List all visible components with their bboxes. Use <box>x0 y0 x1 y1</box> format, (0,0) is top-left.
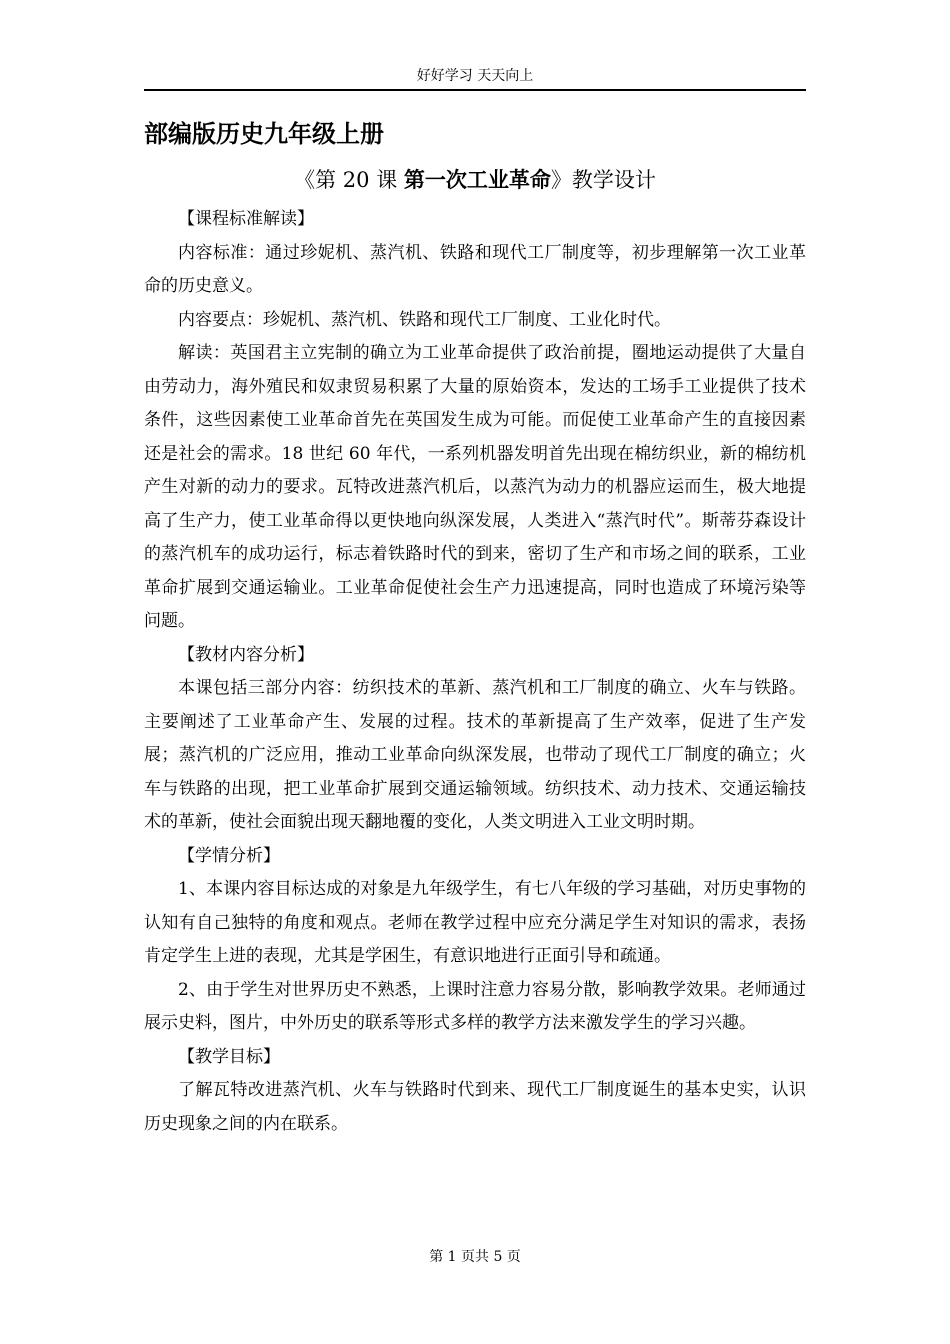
paragraph-standard-points: 内容要点：珍妮机、蒸汽机、铁路和现代工厂制度、工业化时代。 <box>178 309 671 330</box>
paragraph-student-item-2: 2、由于学生对世界历史不熟悉，上课时注意力容易分散，影响教学效果。老师通过展示史料，图片，中外历史的联系等形式多样的教学方法来激发学生的学习兴趣。 <box>144 979 806 1033</box>
paragraph-standard-content: 内容标准：通过珍妮机、蒸汽机、铁路和现代工厂制度等，初步理解第一次工业革命的历史意义。 <box>144 242 806 296</box>
lesson-title-prefix: 《第 20 课 <box>294 168 404 192</box>
page-footer: 第 1 页共 5 页 <box>429 1249 521 1265</box>
section-heading-goal: 【教学目标】 <box>178 1046 280 1067</box>
document-body <box>144 203 806 1141</box>
paragraph-standard-interpretation: 解读：英国君主立宪制的确立为工业革命提供了政治前提，圈地运动提供了大量自由劳动力，海外殖民和奴隶贸易积累了大量的原始资本，发达的工场手工业提供了技术条件，这些因素使工业革命首先在英国发生成为可能。而促使工业革命产生的直接因素还是社会的需求。18 世纪 60 年代，一系列机器发明首先出现在棉纺织业，新的棉纺机产生对新的动力的要求。瓦特改进蒸汽机后，以蒸汽为动力的机器应运而生，极大地提高了生产力，使工业革命得以更快地向纵深发展，人类进入“蒸汽时代”。斯蒂芬森设计的蒸汽机车的成功运行，标志着铁路时代的到来，密切了生产和市场之间的联系，工业革命扩展到交通运输业。工业革命促使社会生产力迅速提高，同时也造成了环境污染等问题。 <box>144 343 806 631</box>
section-heading-student: 【学情分析】 <box>178 845 280 866</box>
paragraph-goal-content: 了解瓦特改进蒸汽机、火车与铁路时代到来、现代工厂制度诞生的基本史实，认识历史现象之间的内在联系。 <box>144 1080 806 1134</box>
header-divider <box>144 89 806 91</box>
lesson-title-bold: 第一次工业革命 <box>403 168 551 192</box>
section-heading-textbook: 【教材内容分析】 <box>178 644 314 665</box>
paragraph-textbook-content: 本课包括三部分内容：纺织技术的革新、蒸汽机和工厂制度的确立、火车与铁路。主要阐述了工业革命产生、发展的过程。技术的革新提高了生产效率，促进了生产发展；蒸汽机的广泛应用，推动工业革命向纵深发展，也带动了现代工厂制度的确立；火车与铁路的出现，把工业革命扩展到交通运输领域。纺织技术、动力技术、交通运输技术的革新，使社会面貌出现天翻地覆的变化，人类文明进入工业文明时期。 <box>144 678 806 832</box>
page-header: 好好学习 天天向上 <box>416 68 534 84</box>
lesson-title-suffix: 》教学设计 <box>550 168 656 192</box>
paragraph-student-item-1: 1、本课内容目标达成的对象是九年级学生，有七八年级的学习基础，对历史事物的认知有自己独特的角度和观点。老师在教学过程中应充分满足学生对知识的需求，表扬肯定学生上进的表现，尤其是学困生，有意识地进行正面引导和疏通。 <box>144 879 806 966</box>
section-heading-standard: 【课程标准解读】 <box>178 209 314 229</box>
lesson-title <box>144 165 806 195</box>
document-title: 部编版历史九年级上册 <box>144 120 384 148</box>
